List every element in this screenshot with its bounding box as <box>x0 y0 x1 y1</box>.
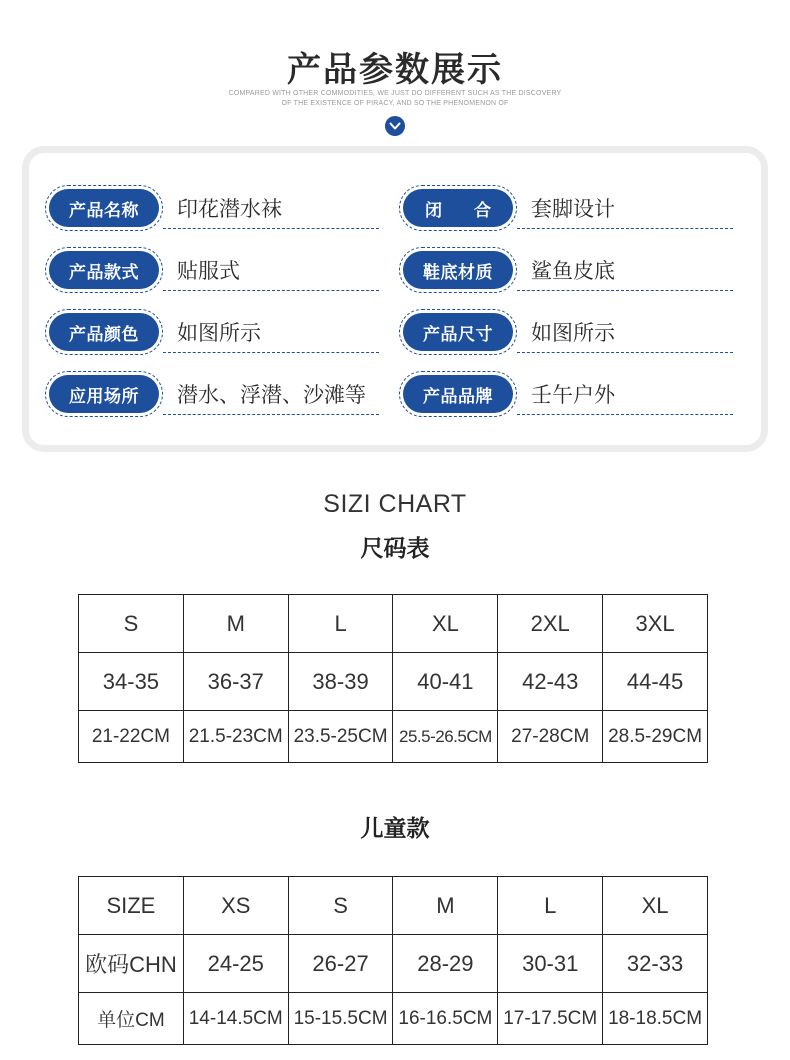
param-underline <box>163 414 379 415</box>
table-cell: 26-27 <box>288 935 393 993</box>
table-row <box>79 711 708 763</box>
table-cell: SIZE <box>79 877 184 935</box>
param-value: 如图所示 <box>531 321 615 345</box>
page-title: 产品参数展示 <box>287 50 503 90</box>
param-label-pill <box>45 247 163 293</box>
table-cell: L <box>288 595 393 653</box>
table-cell: 16-16.5CM <box>393 993 498 1045</box>
param-value: 鲨鱼皮底 <box>531 259 615 283</box>
table-cell: 2XL <box>498 595 603 653</box>
subtitle-line-1: COMPARED WITH OTHER COMMODITIES, WE JUST DO DIFFERENT SUCH AS THE DISCOVERY <box>228 90 562 97</box>
param-row-name <box>45 185 385 237</box>
param-value: 壬午户外 <box>531 383 615 407</box>
param-label-pill <box>399 371 517 417</box>
param-row-size <box>399 309 739 361</box>
param-value: 如图所示 <box>177 321 261 345</box>
table-cell: 单位CM <box>79 993 184 1045</box>
table-row <box>79 595 708 653</box>
table-cell: 44-45 <box>603 653 708 711</box>
param-row-style <box>45 247 385 299</box>
table-cell: XS <box>183 877 288 935</box>
param-label-pill <box>45 371 163 417</box>
table-cell: 17-17.5CM <box>498 993 603 1045</box>
table-cell: 欧码CHN <box>79 935 184 993</box>
table-row <box>79 653 708 711</box>
table-cell: 3XL <box>603 595 708 653</box>
table-cell: 28.5-29CM <box>603 711 708 763</box>
param-value: 潜水、浮潜、沙滩等 <box>177 383 366 407</box>
table-cell: L <box>498 877 603 935</box>
table-cell: 21-22CM <box>79 711 184 763</box>
param-underline <box>163 228 379 229</box>
param-label-pill <box>45 309 163 355</box>
param-underline <box>517 228 733 229</box>
subtitle-line-2: OF THE EXISTENCE OF PIRACY, AND SO THE PHENOMENON OF <box>281 100 509 107</box>
table-cell: 36-37 <box>183 653 288 711</box>
param-row-usage <box>45 371 385 423</box>
param-value: 套脚设计 <box>531 197 615 221</box>
table-cell: 30-31 <box>498 935 603 993</box>
table-cell: S <box>79 595 184 653</box>
kids-chart-title: 儿童款 <box>360 816 430 842</box>
table-cell: 27-28CM <box>498 711 603 763</box>
param-label: 产品名称 <box>49 189 159 227</box>
param-underline <box>163 290 379 291</box>
adult-size-table <box>78 594 708 763</box>
table-cell: 15-15.5CM <box>288 993 393 1045</box>
table-cell: 42-43 <box>498 653 603 711</box>
table-cell: 21.5-23CM <box>183 711 288 763</box>
param-label: 鞋底材质 <box>403 251 513 289</box>
product-params-card <box>22 146 768 452</box>
param-label: 应用场所 <box>49 375 159 413</box>
param-row-color <box>45 309 385 361</box>
param-underline <box>517 414 733 415</box>
table-cell: 23.5-25CM <box>288 711 393 763</box>
param-label-pill <box>399 247 517 293</box>
param-label: 产品颜色 <box>49 313 159 351</box>
param-label-pill <box>399 309 517 355</box>
size-chart-title-cn: 尺码表 <box>360 536 430 562</box>
table-cell: 38-39 <box>288 653 393 711</box>
param-label-pill <box>399 185 517 231</box>
table-cell: 18-18.5CM <box>603 993 708 1045</box>
table-cell: 40-41 <box>393 653 498 711</box>
table-cell: 14-14.5CM <box>183 993 288 1045</box>
param-label: 闭 合 <box>403 189 513 227</box>
param-label: 产品尺寸 <box>403 313 513 351</box>
size-chart-title-en: SIZI CHART <box>323 490 467 518</box>
chevron-down-icon <box>385 116 405 136</box>
param-value: 印花潜水袜 <box>177 197 282 221</box>
table-row <box>79 993 708 1045</box>
table-cell: XL <box>603 877 708 935</box>
param-row-closure <box>399 185 739 237</box>
param-underline <box>517 352 733 353</box>
table-row <box>79 877 708 935</box>
param-value: 贴服式 <box>177 259 240 283</box>
table-cell: M <box>183 595 288 653</box>
table-cell: 32-33 <box>603 935 708 993</box>
param-underline <box>163 352 379 353</box>
table-cell: M <box>393 877 498 935</box>
table-cell: XL <box>393 595 498 653</box>
param-underline <box>517 290 733 291</box>
param-row-brand <box>399 371 739 423</box>
table-cell: S <box>288 877 393 935</box>
kids-size-table <box>78 876 708 1045</box>
table-cell: 28-29 <box>393 935 498 993</box>
table-row <box>79 935 708 993</box>
param-row-sole <box>399 247 739 299</box>
table-cell: 25.5-26.5CM <box>393 711 498 763</box>
table-cell: 24-25 <box>183 935 288 993</box>
param-label-pill <box>45 185 163 231</box>
table-cell: 34-35 <box>79 653 184 711</box>
param-label: 产品款式 <box>49 251 159 289</box>
param-label: 产品品牌 <box>403 375 513 413</box>
